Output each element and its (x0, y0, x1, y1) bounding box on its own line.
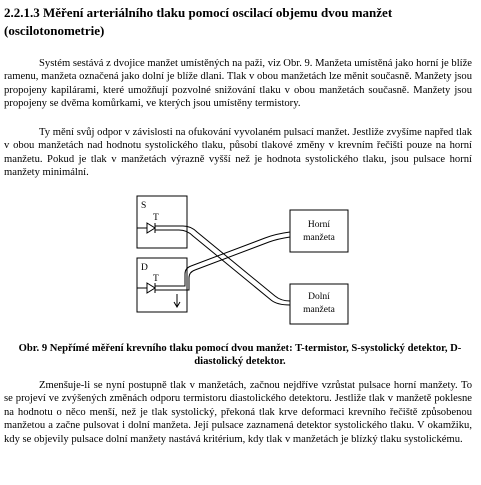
paragraph-2: Ty mění svůj odpor v závislosti na ofukování vyvolaném pulsací manžet. Jestliže zvyšíme napřed tlak v obou manžetách nad hodnotu systolického tlaku, působí tlakové změny v krevním řečišti pouze na horní manžetu. Pokud je tlak v manžetách výrazně vyšší než je hodnota systolického tlaku, jsou pulsace horní manžety minimální. (4, 127, 472, 179)
upper-cuff-label-1: Horní (307, 220, 331, 230)
tube-d-to-upper-outer (155, 232, 290, 286)
flow-arrow-icon (174, 294, 180, 307)
upper-cuff-box (290, 210, 348, 252)
paragraph-1: Systém sestává z dvojice manžet umístěných na paži, viz Obr. 9. Manžeta umístěná jako horní je blíže ramenu, manžeta označená jako dolní je blíže dlani. Tlak v obou manžetách lze měnit současně. Manžety jsou propojeny kapilárami, které umožňují pozvolné snižování tlaku v obou manžetách současně. Manžety jsou propojeny se dvěma komůrkami, ve kterých jsou umístěny termistory. (4, 58, 472, 110)
label-s: S (141, 201, 147, 211)
label-t-bottom: T (153, 274, 159, 284)
label-d: D (141, 263, 148, 273)
thermistor-symbol-top (137, 223, 155, 233)
tube-d-to-upper-inner (155, 237, 290, 290)
paragraph-3: Zmenšuje-li se nyní postupně tlak v manžetách, začnou nejdříve vzrůstat pulsace horní manžety. To se projeví ve zvýšených změnách odporu termistoru diastolického detektoru. Jestliže tlak v manžetě poklesne na hodnotu o něco menší, než je tlak systolický, překoná tlak krve deformaci krevního řečiště způsobenou manžetou a začne pulsovat i dolní manžeta. Její pulsace zaznamená detektor systolického tlaku. V okamžiku, kdy se objevily pulsace dolní manžety nastává kritérium, kdy tlak v manžetách je blízký tlaku systolickému. (4, 380, 472, 445)
thermistor-symbol-bottom (137, 283, 155, 293)
label-t-top: T (153, 213, 159, 223)
lower-cuff-label-1: Dolní (308, 292, 330, 302)
figure-caption: Obr. 9 Nepřímé měření krevního tlaku pomocí dvou manžet: T-termistor, S-systolický detektor, D-diastolický detektor. (18, 343, 462, 368)
upper-cuff-label-2: manžeta (303, 233, 335, 243)
diagram-svg (125, 190, 365, 330)
figure-two-cuff-diagram (125, 190, 365, 330)
lower-cuff-label-2: manžeta (303, 305, 335, 315)
lower-cuff-box (290, 284, 348, 324)
section-heading: 2.2.1.3 Měření arteriálního tlaku pomocí oscilací objemu dvou manžet (oscilotonometrie) (4, 5, 393, 38)
